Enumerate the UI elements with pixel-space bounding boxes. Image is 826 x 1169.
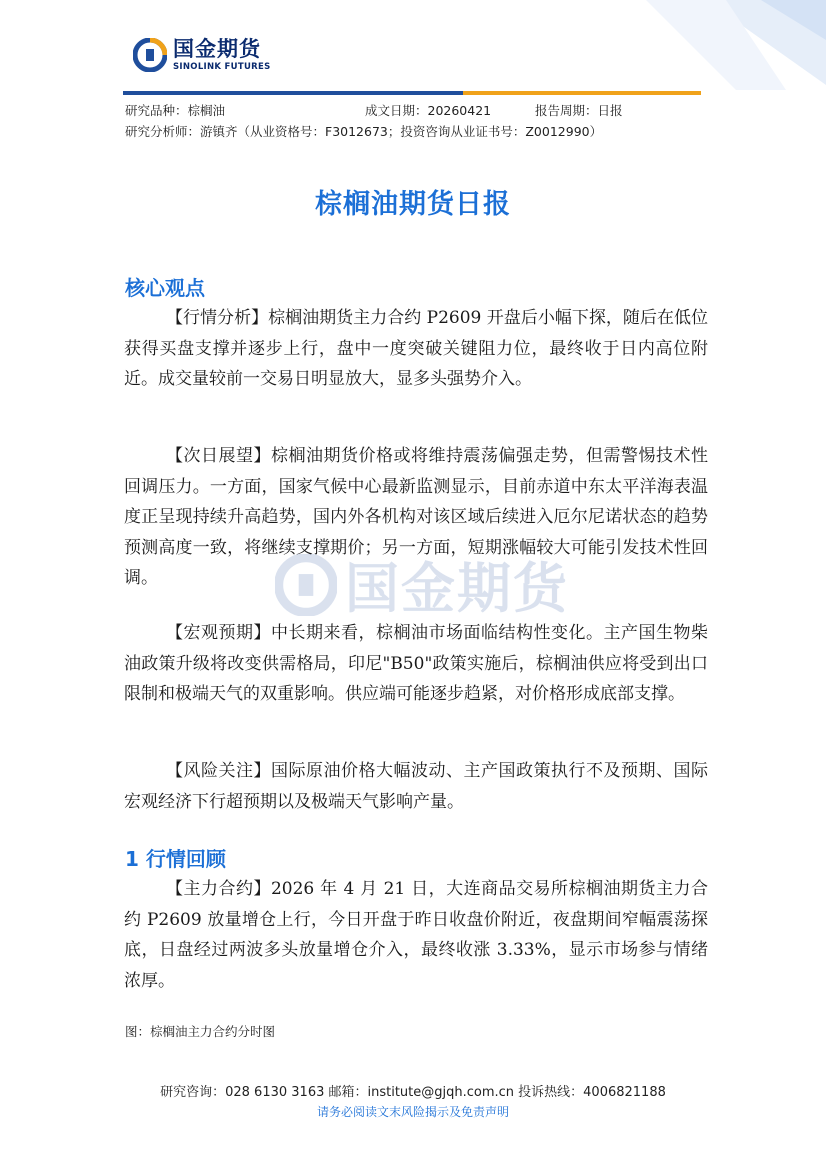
market-analysis-paragraph: 【行情分析】棕榈油期货主力合约 P2609 开盘后小幅下探，随后在低位获得买盘支撑并逐步上行，盘中一度突破关键阻力位，最终收于日内高位附近。成交量较前一交易日明显放大，显多头强势介入。 — [124, 308, 708, 389]
watermark-text: 国金期货 — [345, 557, 569, 620]
header-decoration — [586, 0, 826, 95]
core-view-heading: 核心观点 — [125, 276, 205, 300]
research-variety: 研究品种：棕榈油 — [125, 103, 226, 118]
report-title: 棕榈油期货日报 — [315, 189, 511, 220]
report-meta-line — [125, 101, 623, 119]
macro-paragraph: 【宏观预期】中长期来看，棕榈油市场面临结构性变化。主产国生物柴油政策升级将改变供需格局，印尼"B50"政策实施后，棕榈油供应将受到出口限制和极端天气的双重影响。供应端可能逐步趋紧，对价格形成底部支撑。 — [124, 623, 708, 704]
figure-caption: 图：棕榈油主力合约分时图 — [125, 1024, 276, 1039]
analyst-line: 研究分析师：游镇齐（从业资格号：F3012673；投资咨询从业证书号：Z0012990） — [125, 124, 603, 139]
report-date: 成文日期：20260421 — [365, 103, 492, 118]
logo-english-name: SINOLINK FUTURES — [173, 62, 271, 72]
main-contract-paragraph: 【主力合约】2026 年 4 月 21 日，大连商品交易所棕榈油期货主力合约 P2609 放量增仓上行，今日开盘于昨日收盘价附近，夜盘期间窄幅震荡探底，日盘经过两波多头放量增仓介入，最终收涨 3.33%，显示市场参与情绪浓厚。 — [124, 879, 708, 991]
market-review-heading: 1 行情回顾 — [125, 847, 226, 871]
company-logo — [133, 38, 271, 72]
footer-contact: 研究咨询：028 6130 3163 邮箱：institute@gjqh.com.cn 投诉热线：4006821188 — [160, 1085, 666, 1100]
header-divider — [123, 91, 701, 95]
logo-mark-icon — [133, 38, 167, 72]
footer-disclaimer-link[interactable]: 请务必阅读文末风险揭示及免责声明 — [316, 1105, 509, 1119]
outlook-paragraph: 【次日展望】棕榈油期货价格或将维持震荡偏强走势，但需警惕技术性回调压力。一方面，国家气候中心最新监测显示，目前赤道中东太平洋海表温度正呈现持续升高趋势，国内外各机构对该区域后续进入厄尔尼诺状态的趋势预测高度一致，将继续支撑期价；另一方面，短期涨幅较大可能引发技术性回调。 — [124, 446, 708, 588]
report-period: 报告周期：日报 — [535, 103, 623, 118]
logo-chinese-name: 国金期货 — [173, 37, 261, 61]
risk-paragraph: 【风险关注】国际原油价格大幅波动、主产国政策执行不及预期、国际宏观经济下行超预期以及极端天气影响产量。 — [124, 761, 708, 812]
